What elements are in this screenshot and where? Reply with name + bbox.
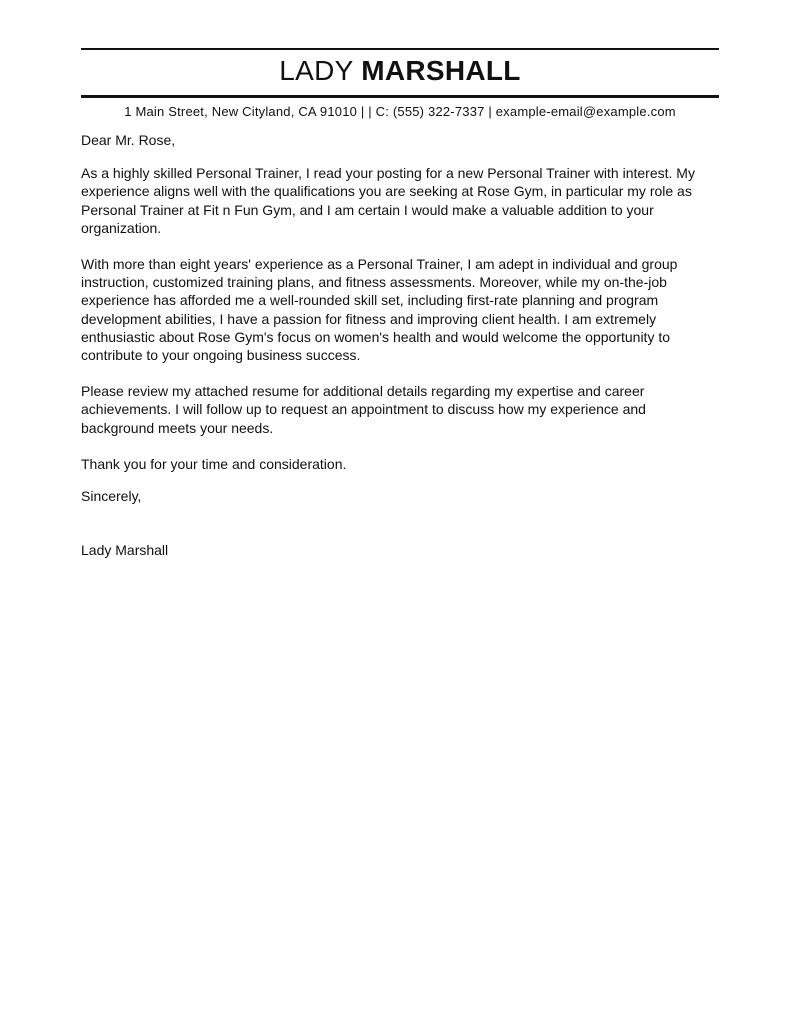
paragraph-follow-up: Please review my attached resume for additional details regarding my expertise and career achievements. I will follow up to request an appointment to discuss how my experience and background meets your needs. [81, 383, 646, 436]
header-bottom-rule [81, 95, 719, 98]
header-top-rule [81, 48, 719, 50]
paragraph-experience: With more than eight years' experience as a Personal Trainer, I am adept in individual and group instruction, customized training plans, and fitness assessments. Moreover, while my on-the-job experience has afforded me a well-rounded skill set, including first-rate planning and program development abilities, I have a passion for fitness and improving client health. I am extremely enthusiastic about Rose Gym's focus on women's health and would welcome the opportunity to contribute to your ongoing business success. [81, 256, 678, 364]
signature-name: Lady Marshall [81, 542, 169, 559]
thanks-line: Thank you for your time and consideration. [81, 455, 347, 472]
last-name: MARSHALL [361, 55, 521, 86]
first-name: LADY [279, 55, 354, 86]
contact-line: 1 Main Street, New Cityland, CA 91010 | | C: (555) 322-7337 | example-email@example.com [124, 104, 676, 119]
salutation: Dear Mr. Rose, [81, 132, 176, 148]
applicant-name [81, 53, 719, 89]
paragraph-intro: As a highly skilled Personal Trainer, I read your posting for a new Personal Trainer with interest. My experience aligns well with the qualifications you are seeking at Rose Gym, in particular my role as Personal Trainer at Fit n Fun Gym, and I am certain I would make a valuable addition to your organization. [81, 165, 695, 236]
letter-body [81, 131, 721, 559]
closing: Sincerely, [81, 488, 142, 505]
